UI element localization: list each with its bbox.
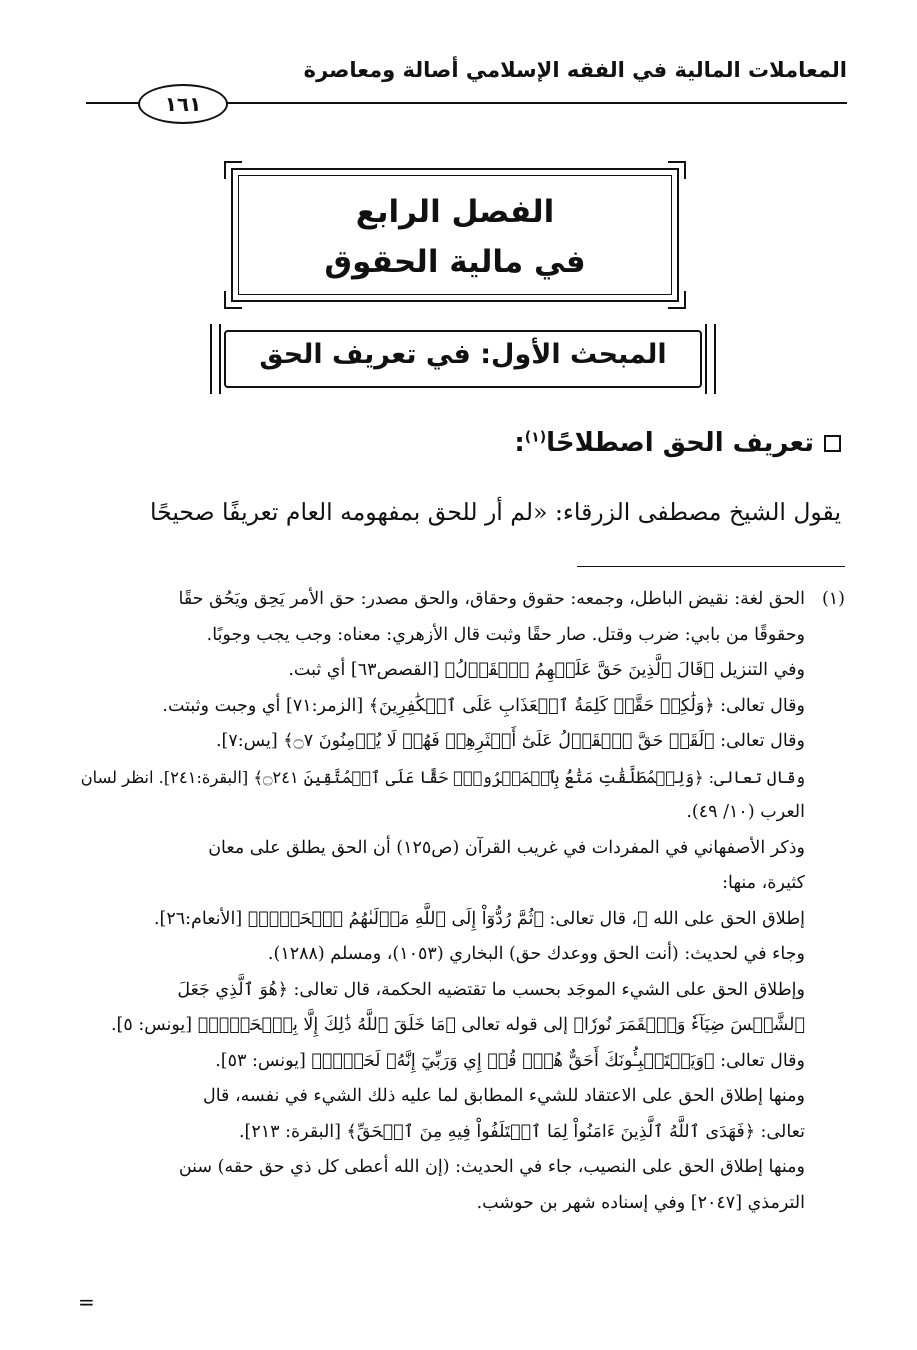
subheading-text — [514, 428, 814, 458]
footnote-line — [76, 582, 845, 618]
subheading-label: تعريف الحق اصطلاحًا — [546, 428, 814, 458]
frame-corner-ornament — [224, 161, 242, 179]
footnote — [76, 582, 845, 1221]
footnote-line: الترمذي [٢٠٤٧] وفي إسناده شهر بن حوشب. — [476, 1192, 805, 1213]
chapter-title-box — [231, 168, 679, 302]
footnote-line: وقال تعالى: ﴿لَقَدۡ حَقَّ ٱلۡقَوۡلُ عَلَىٰٓ أَكۡثَرِهِمۡ فَهُمۡ لَا يُؤۡمِنُونَ ۝٧﴾ [يس:٧]. — [215, 731, 805, 751]
square-bullet-icon — [824, 435, 841, 452]
footnote-line: وفي التنزيل ﴿قَالَ ٱلَّذِينَ حَقَّ عَلَيۡهِمُ ٱلۡقَوۡلُ﴾ [القصص٦٣] أي ثبت. — [288, 660, 805, 680]
footnote-line: وجاء في لحديث: (أنت الحق ووعدك حق) البخاري (١٠٥٣)، ومسلم (١٢٨٨). — [267, 944, 805, 964]
footnote-line: ومنها إطلاق الحق على النصيب، جاء في الحديث: (إن الله أعطى كل ذي حق حقه) سنن — [178, 1157, 805, 1177]
footnote-number: (١) — [821, 589, 845, 609]
footnote-line: كثيرة، منها: — [722, 873, 805, 893]
body-paragraph-line: يقول الشيخ مصطفى الزرقاء: «لم أر للحق بمفهومه العام تعريفًا صحيحًا — [150, 498, 841, 526]
subheading — [60, 428, 841, 458]
frame-corner-ornament — [668, 161, 686, 179]
footnote-separator — [577, 566, 845, 567]
footnote-line: العرب (١٠/ ٤٩). — [686, 802, 805, 822]
frame-corner-ornament — [224, 291, 242, 309]
footnote-line: تعالى: ﴿فَهَدَى ٱللَّهُ ٱلَّذِينَ ءَامَنُواْ لِمَا ٱخۡتَلَفُواْ فِيهِ مِنَ ٱلۡحَقِّ﴾ [البقرة: ٢١٣]. — [238, 1121, 805, 1142]
footnote-line: وقال تعالى: ﴿وَلَٰكِنۡ حَقَّتۡ كَلِمَةُ ٱلۡعَذَابِ عَلَى ٱلۡكَٰفِرِينَ﴾ [الزمر:٧١] أي وجبت وثبتت. — [162, 695, 805, 716]
footnote-line: ٱلشَّمۡسَ ضِيَآءٗ وَٱلۡقَمَرَ نُورٗا﴾ إلى قوله تعالى ﴿مَا خَلَقَ ٱللَّهُ ذَٰلِكَ إِلَّا بِٱلۡحَقِّۚ﴾ [يونس: ٥]. — [110, 1015, 805, 1035]
footnote-line-text: الحق لغة: نقيض الباطل، وجمعه: حقوق وحقاق، والحق مصدر: حق الأمر يَحِق ويَحُق حقًا — [178, 589, 805, 609]
footnote-line: وإطلاق الحق على الشيء الموجَد بحسب ما تقتضيه الحكمة، قال تعالى: ﴿هُوَ ٱلَّذِي جَعَلَ — [177, 979, 805, 1000]
footnote-reference: (١) — [524, 429, 547, 446]
footnote-line: إطلاق الحق على الله ﷻ، قال تعالى: ﴿ثُمَّ رُدُّوٓاْ إِلَى ٱللَّهِ مَوۡلَىٰهُمُ ٱلۡحَقِّۚ﴾ [الأنعام:٢٦]. — [153, 908, 805, 929]
footnote-line: وقال تعالى: ﴿وَلِلۡمُطَلَّقَٰتِ مَتَٰعُۢ بِٱلۡمَعۡرُوفِۖ حَقًّا عَلَى ٱلۡمُتَّقِينَ ۝٢٤١﴾ [البقرة:٢٤١]. انظر لسان — [80, 767, 805, 787]
subheading-colon: : — [514, 428, 525, 458]
chapter-subtitle: في مالية الحقوق — [324, 244, 586, 280]
running-header-title: المعاملات المالية في الفقه الإسلامي أصالة ومعاصرة — [303, 58, 847, 82]
page-number: ١٦١ — [138, 84, 228, 124]
section-title-box — [210, 324, 716, 394]
footnote-line: ومنها إطلاق الحق على الاعتقاد للشيء المطابق لما عليه ذلك الشيء في نفسه، قال — [203, 1086, 805, 1106]
footnote-line: وحقوقًا من بابي: ضرب وقتل. صار حقًا وثبت قال الأزهري: معناه: وجب يجب وجوبًا. — [206, 624, 805, 645]
footnote-line: وقال تعالى: ﴿وَيَسۡتَنۢبِـُٔونَكَ أَحَقٌّ هُوَۖ قُلۡ إِي وَرَبِّيٓ إِنَّهُۥ لَحَقّٞۖ﴾ [يونس: ٥٣]. — [215, 1050, 805, 1071]
continuation-mark: = — [78, 1290, 95, 1314]
section-title: المبحث الأول: في تعريف الحق — [259, 339, 667, 370]
chapter-title: الفصل الرابع — [355, 194, 555, 230]
footnote-line: وذكر الأصفهاني في المفردات في غريب القرآن (ص١٢٥) أن الحق يطلق على معان — [208, 837, 805, 858]
frame-corner-ornament — [668, 291, 686, 309]
